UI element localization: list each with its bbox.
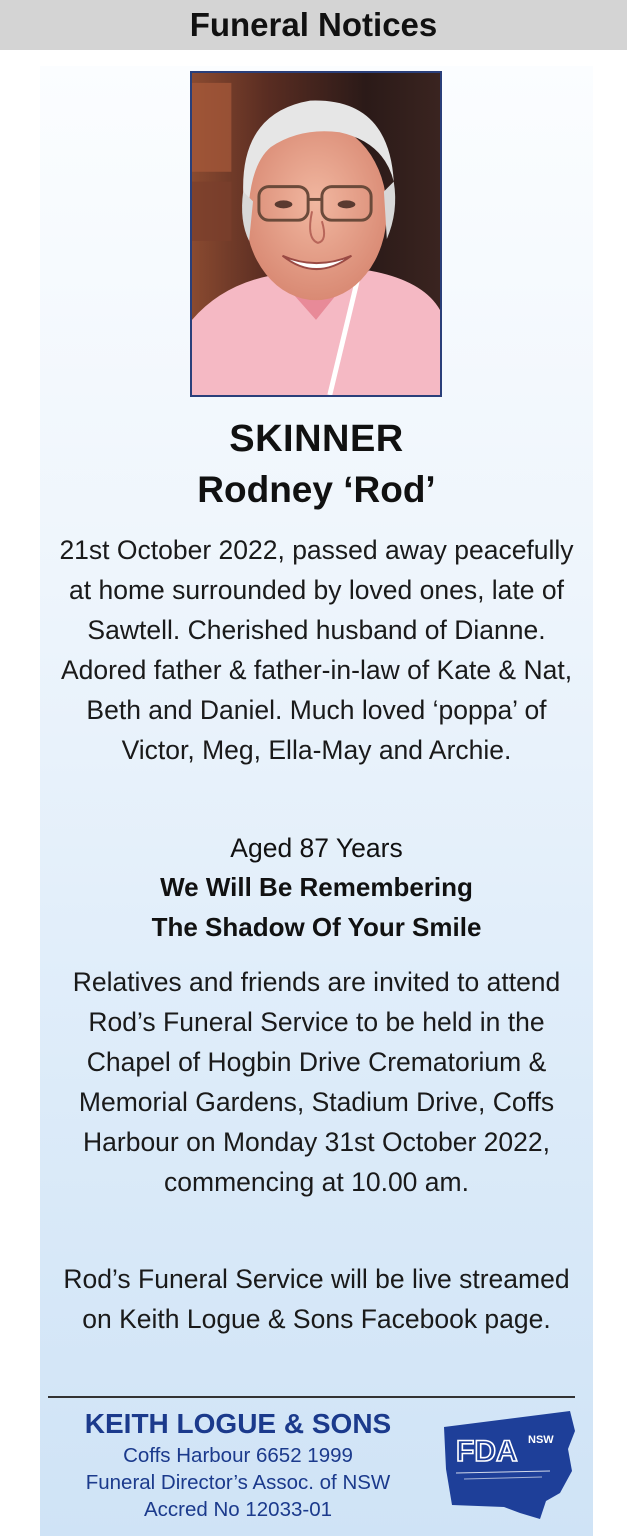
- section-title: Funeral Notices: [189, 6, 438, 43]
- deceased-given-name: Rodney ‘Rod’: [197, 469, 436, 510]
- funeral-notice: [40, 66, 593, 1536]
- verse-line-1: We Will Be Remembering: [160, 872, 473, 902]
- firm-association: Funeral Director’s Assoc. of NSW: [85, 1471, 391, 1494]
- death-notice-paragraph: 21st October 2022, passed away peacefully at home surrounded by loved ones, late of Sawtell. Cherished husband of Dianne. Adored father & father-in-law of Kate & Nat, Beth and Daniel. Much loved ‘poppa’ of Victor, Meg, Ella-May and Archie.: [59, 535, 574, 765]
- deceased-surname: SKINNER: [229, 418, 404, 460]
- age-line: Aged 87 Years: [230, 833, 403, 863]
- fda-nsw-logo: [442, 1409, 577, 1521]
- portrait-photo: [190, 71, 442, 397]
- verse-line-2: The Shadow Of Your Smile: [151, 912, 482, 942]
- logo-text: FDA: [456, 1435, 518, 1468]
- footer-divider: [48, 1396, 575, 1398]
- firm-phone: Coffs Harbour 6652 1999: [123, 1444, 353, 1467]
- funeral-firm-name: KEITH LOGUE & SONS: [84, 1408, 392, 1439]
- section-header: [0, 0, 627, 50]
- service-details-paragraph: Relatives and friends are invited to attend Rod’s Funeral Service to be held in the Chapel of Hogbin Drive Crematorium & Memorial Gardens, Stadium Drive, Coffs Harbour on Monday 31st October 2022, commencing at 10.00 am.: [72, 967, 561, 1197]
- verse: [40, 867, 593, 947]
- logo-subtext: NSW: [528, 1434, 554, 1446]
- firm-accreditation: Accred No 12033-01: [143, 1498, 333, 1521]
- livestream-paragraph: Rod’s Funeral Service will be live streamed on Keith Logue & Sons Facebook page.: [63, 1264, 570, 1334]
